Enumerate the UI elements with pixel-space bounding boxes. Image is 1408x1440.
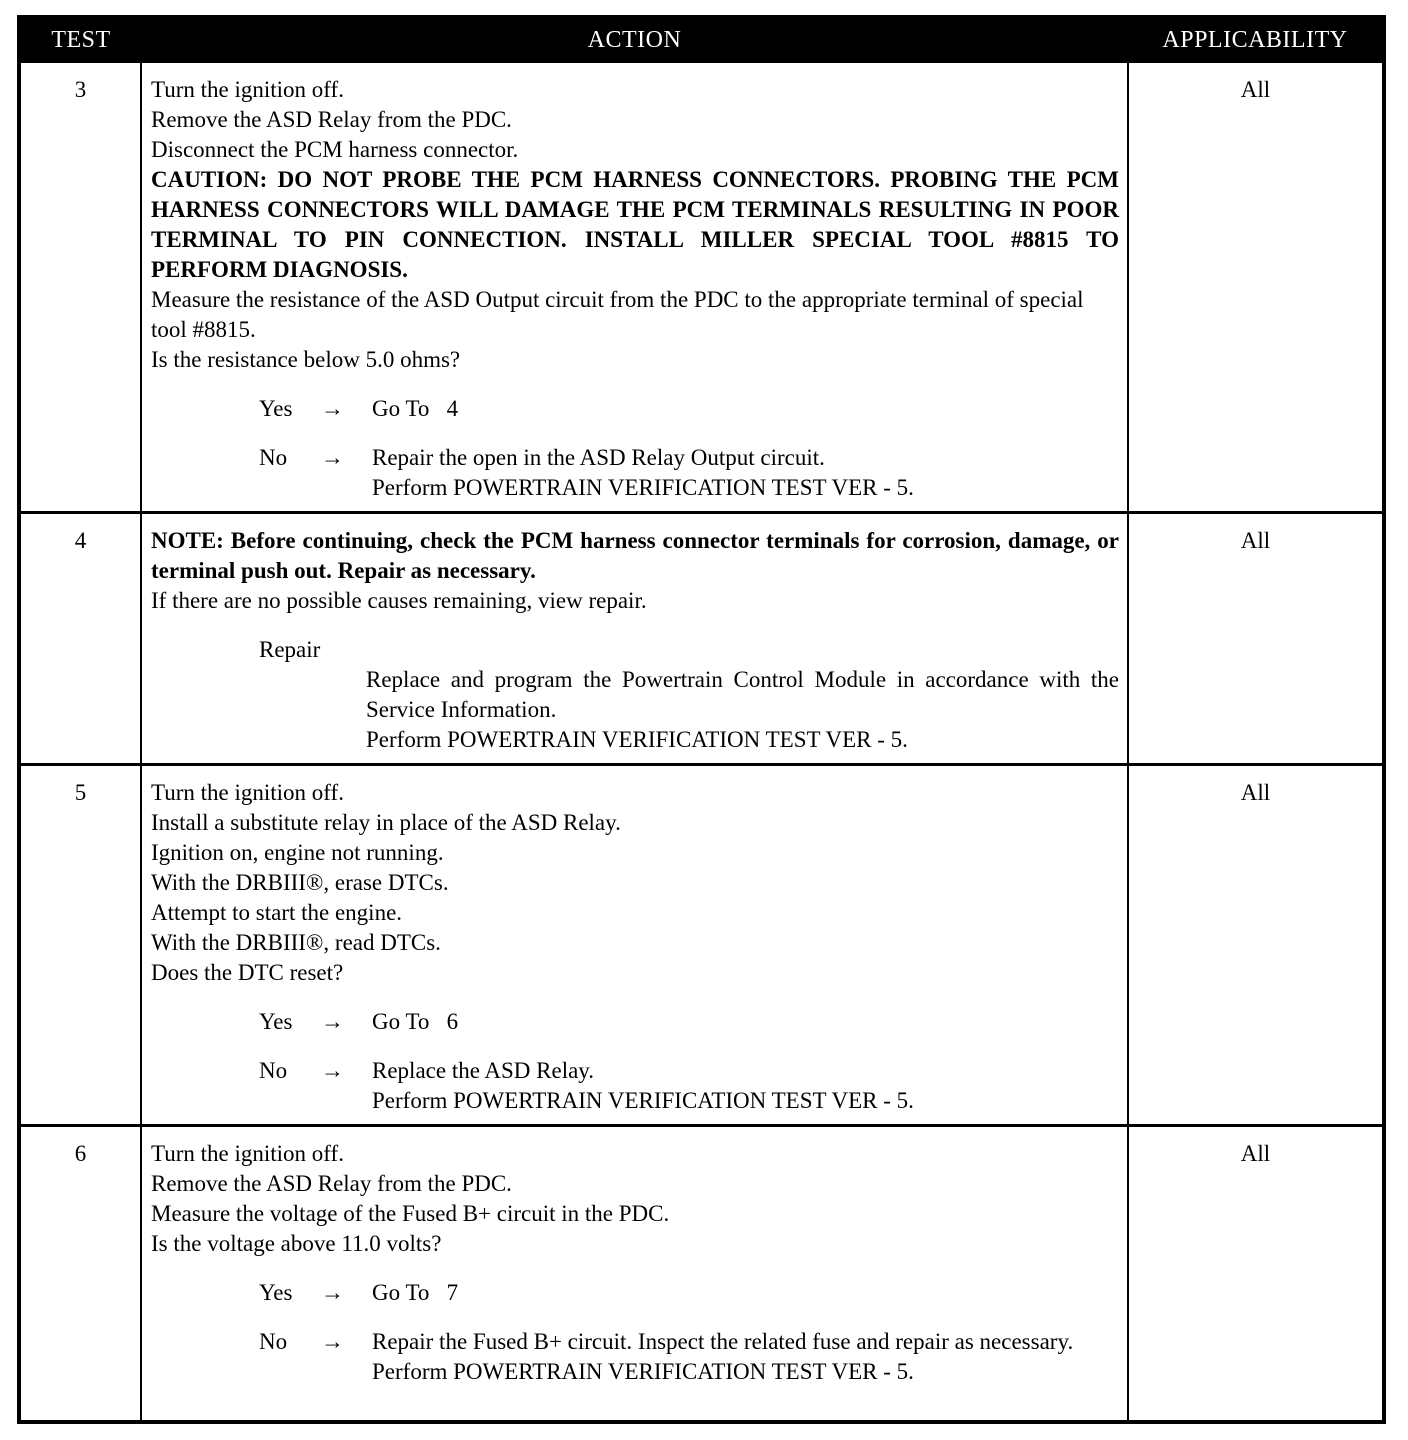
table-row — [19, 1126, 1384, 1422]
yes-action: Go To 7 — [372, 1280, 459, 1305]
caution-text: CAUTION: DO NOT PROBE THE PCM HARNESS CONNECTORS. PROBING THE PCM HARNESS CONNECTORS WILL DAMAGE THE PCM TERMINALS RESULTING IN POOR TERMINAL TO PIN CONNECTION. INSTALL MILLER SPECIAL TOOL #8815 TO PERFORM DIAGNOSIS. — [151, 167, 1119, 282]
step-text: Ignition on, engine not running. — [151, 840, 444, 865]
no-action-text: Repair the open in the ASD Relay Output circuit. — [372, 445, 825, 470]
repair-perform: Perform POWERTRAIN VERIFICATION TEST VER - 5. — [366, 727, 908, 752]
header-test: TEST — [19, 17, 141, 62]
step-text: Measure the resistance of the ASD Output circuit from the PDC to the appropriate terminal of special tool #8815. — [151, 287, 1084, 342]
arrow-right-icon: → — [321, 1329, 344, 1354]
no-action-text: Repair the Fused B+ circuit. Inspect the related fuse and repair as necessary. — [372, 1329, 1074, 1354]
no-action — [372, 1327, 1119, 1387]
arrow-right-icon: → — [321, 1009, 344, 1034]
arrow-right-icon: → — [321, 396, 344, 421]
header-action: ACTION — [141, 17, 1128, 62]
applicability-value: All — [1128, 765, 1384, 1126]
repair-text: Replace and program the Powertrain Control Module in accordance with the Service Information. — [366, 667, 1119, 722]
no-label: No — [259, 1058, 288, 1083]
no-action-text: Replace the ASD Relay. — [372, 1058, 595, 1083]
test-number: 3 — [19, 62, 141, 513]
applicability-value: All — [1128, 1126, 1384, 1422]
yes-action: Go To 6 — [372, 1009, 459, 1034]
arrow-right-icon: → — [321, 1058, 344, 1083]
step-text: Turn the ignition off. — [151, 780, 344, 805]
action-cell — [141, 62, 1128, 513]
yes-branch — [151, 1007, 1119, 1037]
step-text: Turn the ignition off. — [151, 1141, 344, 1166]
yes-label: Yes — [259, 1280, 293, 1305]
no-action-perform: Perform POWERTRAIN VERIFICATION TEST VER - 5. — [372, 1359, 914, 1384]
yes-label: Yes — [259, 396, 293, 421]
header-applicability: APPLICABILITY — [1128, 17, 1384, 62]
step-text: Remove the ASD Relay from the PDC. — [151, 1171, 512, 1196]
no-label: No — [259, 1329, 288, 1354]
table-header-row — [19, 17, 1384, 62]
step-text: With the DRBIII®, erase DTCs. — [151, 870, 449, 895]
no-label: No — [259, 445, 288, 470]
note-text: NOTE: Before continuing, check the PCM harness connector terminals for corrosion, damage, or terminal push out. Repair as necessary. — [151, 528, 1119, 583]
action-cell — [141, 1126, 1128, 1422]
step-text: Remove the ASD Relay from the PDC. — [151, 107, 512, 132]
step-text: Disconnect the PCM harness connector. — [151, 137, 519, 162]
question-text: Is the voltage above 11.0 volts? — [151, 1231, 442, 1256]
no-action — [372, 1056, 1119, 1116]
table-row — [19, 765, 1384, 1126]
diagnostic-table — [17, 15, 1386, 1424]
test-number: 4 — [19, 513, 141, 765]
question-text: Is the resistance below 5.0 ohms? — [151, 347, 461, 372]
no-branch — [151, 443, 1119, 503]
result-branches — [151, 1007, 1119, 1116]
table-row — [19, 62, 1384, 513]
repair-label: Repair — [259, 637, 321, 662]
applicability-value: All — [1128, 513, 1384, 765]
no-action-perform: Perform POWERTRAIN VERIFICATION TEST VER - 5. — [372, 475, 914, 500]
result-branches — [151, 1278, 1119, 1387]
yes-branch — [151, 394, 1119, 424]
no-action — [372, 443, 1119, 503]
diagnostic-page — [17, 15, 1382, 1424]
no-branch — [151, 1056, 1119, 1116]
repair-body — [366, 665, 1119, 755]
result-branches — [151, 394, 1119, 503]
arrow-right-icon: → — [321, 445, 344, 470]
yes-label: Yes — [259, 1009, 293, 1034]
question-text: Does the DTC reset? — [151, 960, 344, 985]
table-row — [19, 513, 1384, 765]
step-text: Install a substitute relay in place of the ASD Relay. — [151, 810, 621, 835]
yes-branch — [151, 1278, 1119, 1308]
action-cell — [141, 765, 1128, 1126]
step-text: If there are no possible causes remaining, view repair. — [151, 588, 647, 613]
yes-action: Go To 4 — [372, 396, 459, 421]
action-cell — [141, 513, 1128, 765]
no-action-perform: Perform POWERTRAIN VERIFICATION TEST VER - 5. — [372, 1088, 914, 1113]
arrow-right-icon: → — [321, 1280, 344, 1305]
step-text: Measure the voltage of the Fused B+ circuit in the PDC. — [151, 1201, 670, 1226]
step-text: With the DRBIII®, read DTCs. — [151, 930, 441, 955]
step-text: Turn the ignition off. — [151, 77, 344, 102]
step-text: Attempt to start the engine. — [151, 900, 403, 925]
repair-block — [151, 635, 1119, 755]
test-number: 5 — [19, 765, 141, 1126]
test-number: 6 — [19, 1126, 141, 1422]
applicability-value: All — [1128, 62, 1384, 513]
no-branch — [151, 1327, 1119, 1387]
